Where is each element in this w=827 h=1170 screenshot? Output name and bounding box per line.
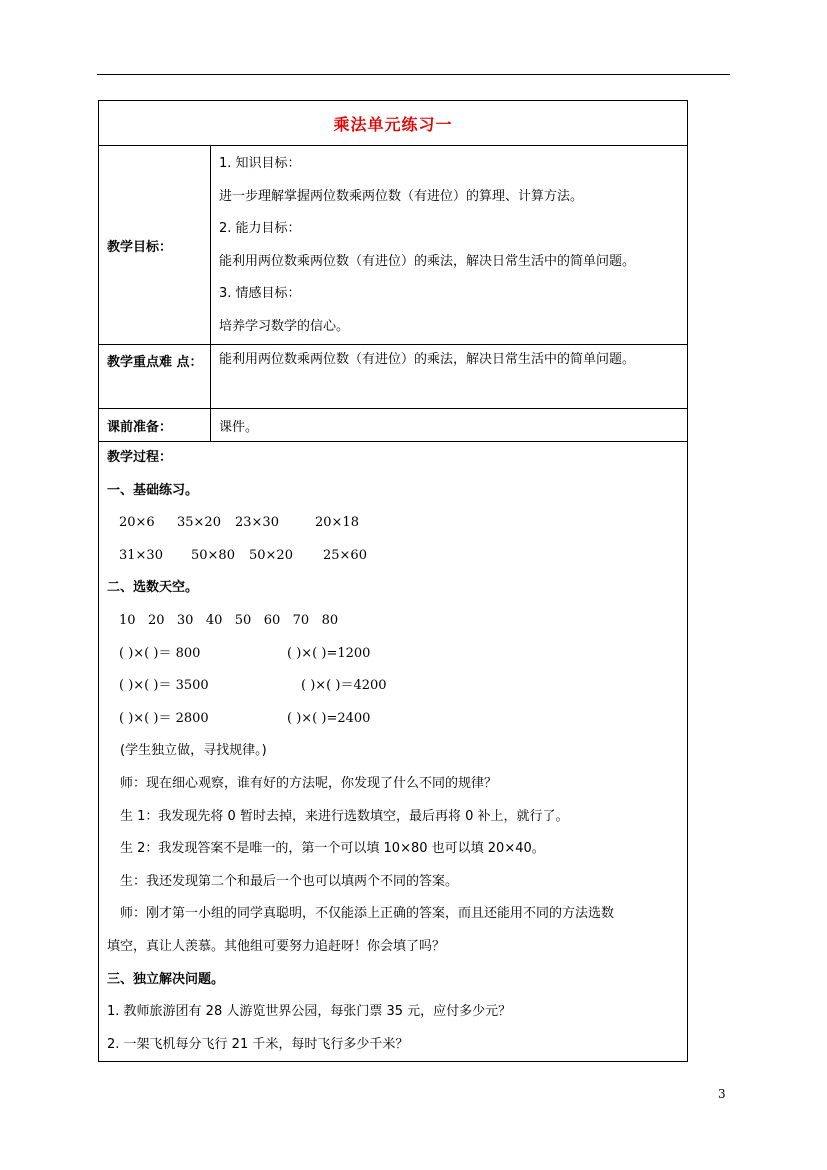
objectives-row — [99, 146, 688, 345]
objective-line: 3. 情感目标： — [219, 286, 301, 302]
dialogue-line: 师：刚才第一小组的同学真聪明，不仅能添上正确的答案，而且还能用不同的方法选数 — [120, 906, 615, 922]
equation-blank: ( )×( )=2400 — [287, 710, 371, 726]
exercise-item: 23×30 — [235, 515, 279, 531]
objective-line: 进一步理解掌握两位数乘两位数（有进位）的算理、计算方法。 — [219, 188, 584, 204]
equation-blank: ( )×( )＝4200 — [301, 678, 387, 694]
exercise-item: 31×30 — [119, 547, 163, 563]
exercise-row — [107, 507, 683, 540]
equation-row — [107, 638, 683, 671]
title-cell — [99, 101, 688, 146]
process-label: 教学过程： — [107, 450, 173, 465]
number-choices: 10 20 30 40 50 60 70 80 — [119, 612, 339, 628]
exercise-item: 50×80 — [191, 547, 235, 563]
lesson-plan-table — [98, 100, 688, 1062]
dialogue-line: 师：现在细心观察，谁有好的方法呢，你发现了什么不同的规律？ — [120, 775, 498, 791]
exercise-row — [107, 540, 683, 573]
exercise-item: 20×6 — [119, 515, 155, 531]
equation-row — [107, 703, 683, 736]
objective-line: 1. 知识目标： — [219, 156, 301, 171]
section-heading: 三、独立解决问题。 — [107, 971, 225, 987]
section-heading: 二、选数天空。 — [107, 580, 199, 596]
key-points-text: 能利用两位数乘两位数（有进位）的乘法，解决日常生活中的简单问题。 — [219, 352, 636, 367]
equation-blank: ( )×( )=1200 — [287, 645, 371, 661]
dialogue-line: 生：我还发现第二个和最后一个也可以填两个不同的答案。 — [120, 873, 459, 889]
problem-item: 1. 教师旅游团有 28 人游览世界公园，每张门票 35 元，应付多少元？ — [107, 1004, 512, 1020]
dialogue-line: 生 1：我发现先将 0 暂时去掉，来进行选数填空，最后再将 0 补上，就行了。 — [120, 808, 569, 824]
exercise-item: 25×60 — [323, 547, 367, 563]
preparation-row — [99, 409, 688, 442]
objective-line: 2. 能力目标： — [219, 221, 301, 237]
key-points-row — [99, 345, 688, 409]
preparation-label: 课前准备： — [99, 409, 211, 442]
page-title: 乘法单元练习一 — [333, 114, 453, 134]
dialogue-line: 生 2：我发现答案不是唯一的，第一个可以填 10×80 也可以填 20×40。 — [120, 841, 545, 857]
objectives-content — [211, 146, 688, 345]
header-rule — [97, 74, 730, 75]
exercise-item: 35×20 — [177, 515, 221, 531]
dialogue-line: 填空，真让人羡慕。其他组可要努力追赶呀！你会填了吗？ — [107, 938, 446, 954]
equation-blank: ( )×( )＝ 3500 — [119, 678, 209, 694]
equation-blank: ( )×( )＝ 800 — [119, 645, 201, 661]
title-row — [99, 101, 688, 146]
equation-blank: ( )×( )＝ 2800 — [119, 710, 209, 726]
problem-item: 2. 一架飞机每分飞行 21 千米，每时飞行多少千米？ — [107, 1036, 409, 1052]
exercise-item: 50×20 — [249, 547, 293, 563]
preparation-content: 课件。 — [211, 409, 688, 442]
equation-row — [107, 670, 683, 703]
process-row — [99, 442, 688, 1062]
objective-line: 能利用两位数乘两位数（有进位）的乘法，解决日常生活中的简单问题。 — [219, 253, 636, 269]
page-number: 3 — [718, 1087, 726, 1101]
key-points-content — [211, 345, 688, 409]
section-heading: 一、基础练习。 — [107, 482, 199, 498]
exercise-item: 20×18 — [315, 515, 359, 531]
key-points-label: 教学重点难 点： — [99, 345, 211, 409]
objectives-label: 教学目标： — [99, 146, 211, 345]
objective-line: 培养学习数学的信心。 — [219, 318, 350, 334]
dialogue-line: (学生独立做，寻找规律。) — [120, 743, 267, 759]
process-content — [99, 442, 688, 1062]
